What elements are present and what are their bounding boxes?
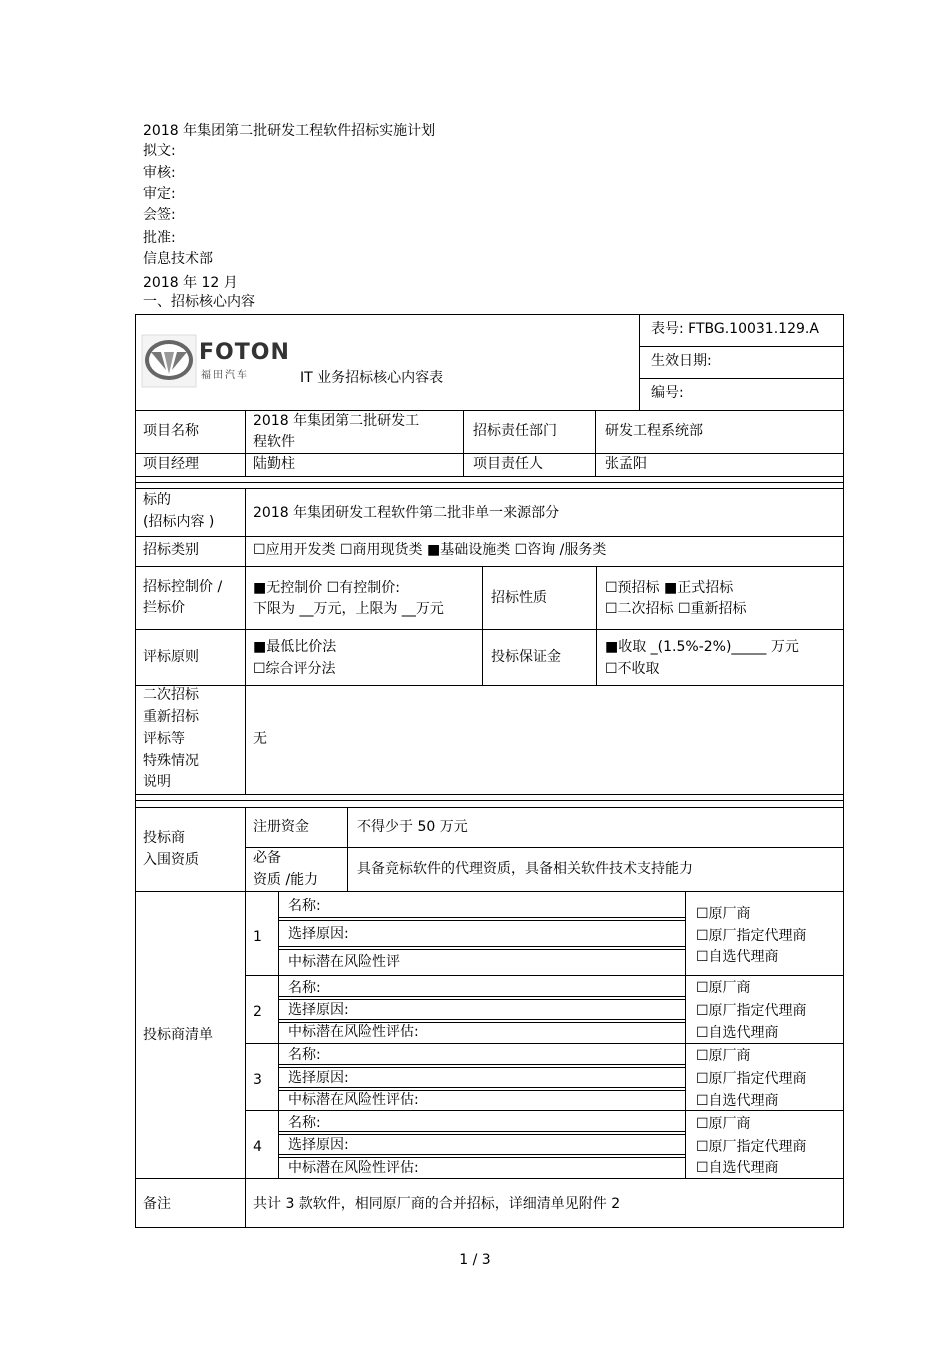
- vendor-option-original: ☐原厂商: [696, 1116, 751, 1132]
- vendor-option-designated-agent: ☐原厂指定代理商: [696, 1003, 807, 1019]
- form-number: 表号: FTBG.10031.129.A: [651, 321, 819, 337]
- special-label-4: 特殊情况: [143, 753, 199, 769]
- bidder-name-label: 名称:: [288, 1047, 321, 1063]
- section-heading: 一、招标核心内容: [143, 294, 255, 310]
- vendor-option-designated-agent: ☐原厂指定代理商: [696, 1071, 807, 1087]
- qual-label-line1: 投标商: [143, 830, 185, 846]
- effective-date-label: 生效日期:: [651, 353, 712, 369]
- page-number: 1 / 3: [459, 1252, 491, 1268]
- qual-label-line2: 入围资质: [143, 852, 199, 868]
- bidder-number: 4: [253, 1139, 262, 1155]
- nature-label: 招标性质: [491, 590, 547, 606]
- vendor-option-self-selected: ☐自选代理商: [696, 1025, 779, 1041]
- vendor-option-original: ☐原厂商: [696, 1048, 751, 1064]
- bond-label: 投标保证金: [491, 649, 561, 665]
- pm-label: 项目经理: [143, 456, 199, 472]
- ratify-label: 批准:: [143, 230, 176, 246]
- document-title: 2018 年集团第二批研发工程软件招标实施计划: [143, 123, 436, 139]
- form-title: IT 业务招标核心内容表: [300, 370, 444, 386]
- pm-value: 陆勤柱: [253, 456, 295, 472]
- vendor-option-original: ☐原厂商: [696, 906, 751, 922]
- bidder-number: 2: [253, 1004, 262, 1020]
- date-line: 2018 年 12 月: [143, 275, 238, 291]
- logo-chinese: 福田汽车: [201, 370, 249, 381]
- price-label-line2: 拦标价: [143, 600, 185, 616]
- draft-label: 拟文:: [143, 143, 176, 159]
- bidder-reason-label: 选择原因:: [288, 1002, 349, 1018]
- project-name-line2: 程软件: [253, 434, 295, 450]
- bidder-name-label: 名称:: [288, 980, 321, 996]
- bidder-reason-label: 选择原因:: [288, 1070, 349, 1086]
- bond-option2: ☐不收取: [605, 661, 660, 677]
- subject-label-line1: 标的: [143, 492, 171, 508]
- dept-value: 研发工程系统部: [605, 423, 703, 439]
- bidder-risk-label: 中标潜在风险性评估:: [288, 1024, 419, 1040]
- approve-label: 审定:: [143, 186, 176, 202]
- foton-emblem-icon: [141, 334, 197, 388]
- capital-label: 注册资金: [253, 819, 309, 835]
- special-label-3: 评标等: [143, 731, 185, 747]
- department-line: 信息技术部: [143, 251, 213, 267]
- special-label-5: 说明: [143, 774, 171, 790]
- ability-label-line2: 资质 /能力: [253, 872, 319, 888]
- bidder-number: 1: [253, 929, 262, 945]
- logo-wordmark: FOTON: [199, 340, 290, 365]
- remark-value: 共计 3 款软件，相同原厂商的合并招标，详细清单见附件 2: [253, 1196, 621, 1212]
- owner-value: 张孟阳: [605, 456, 647, 472]
- bidder-risk-label: 中标潜在风险性评估:: [288, 1092, 419, 1108]
- project-name-label: 项目名称: [143, 423, 199, 439]
- eval-option1: ■最低比价法: [253, 639, 337, 655]
- bidder-name-label: 名称:: [288, 898, 321, 914]
- bidder-number: 3: [253, 1072, 262, 1088]
- foton-logo: [141, 334, 299, 388]
- vendor-option-original: ☐原厂商: [696, 980, 751, 996]
- vendor-option-self-selected: ☐自选代理商: [696, 1160, 779, 1176]
- ability-value: 具备竞标软件的代理资质，具备相关软件技术支持能力: [357, 861, 693, 877]
- review-label: 审核:: [143, 165, 176, 181]
- special-label-1: 二次招标: [143, 687, 199, 703]
- project-name-line1: 2018 年集团第二批研发工: [253, 413, 420, 429]
- price-range: 下限为 __万元，上限为 __万元: [253, 601, 444, 617]
- bond-option1: ■收取 _(1.5%-2%)_____ 万元: [605, 639, 799, 655]
- eval-option2: ☐综合评分法: [253, 661, 336, 677]
- bidder-reason-label: 选择原因:: [288, 926, 349, 942]
- vendor-option-designated-agent: ☐原厂指定代理商: [696, 928, 807, 944]
- eval-label: 评标原则: [143, 649, 199, 665]
- special-value: 无: [253, 731, 267, 747]
- category-label: 招标类别: [143, 542, 199, 558]
- remark-label: 备注: [143, 1196, 171, 1212]
- price-label-line1: 招标控制价 /: [143, 579, 223, 595]
- subject-label-line2: (招标内容 ): [143, 514, 215, 530]
- vendor-option-designated-agent: ☐原厂指定代理商: [696, 1139, 807, 1155]
- category-options: ☐应用开发类 ☐商用现货类 ■基础设施类 ☐咨询 /服务类: [253, 542, 607, 558]
- capital-value: 不得少于 50 万元: [357, 819, 468, 835]
- nature-options-line2: ☐二次招标 ☐重新招标: [605, 601, 747, 617]
- ability-label-line1: 必备: [253, 850, 281, 866]
- nature-options-line1: ☐预招标 ■正式招标: [605, 580, 734, 596]
- serial-number-label: 编号:: [651, 385, 684, 401]
- bidder-list-label: 投标商清单: [143, 1027, 213, 1043]
- bidder-reason-label: 选择原因:: [288, 1137, 349, 1153]
- price-option: ■无控制价 ☐有控制价:: [253, 580, 400, 596]
- vendor-option-self-selected: ☐自选代理商: [696, 1093, 779, 1109]
- dept-label: 招标责任部门: [473, 423, 557, 439]
- owner-label: 项目责任人: [473, 456, 543, 472]
- bidder-risk-label: 中标潜在风险性评: [288, 954, 400, 970]
- subject-value: 2018 年集团研发工程软件第二批非单一来源部分: [253, 505, 560, 521]
- countersign-label: 会签:: [143, 207, 176, 223]
- special-label-2: 重新招标: [143, 709, 199, 725]
- vendor-option-self-selected: ☐自选代理商: [696, 949, 779, 965]
- bidder-name-label: 名称:: [288, 1115, 321, 1131]
- bidder-risk-label: 中标潜在风险性评估:: [288, 1160, 419, 1176]
